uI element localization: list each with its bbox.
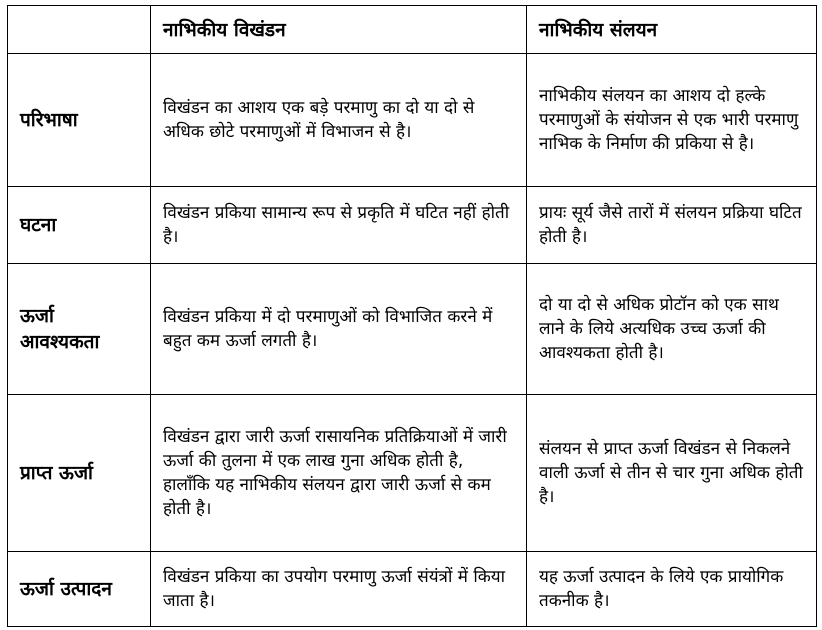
header-fusion: नाभिकीय संलयन [527, 6, 817, 54]
row-label-definition: परिभाषा [8, 54, 151, 187]
row-label-energy-requirement: ऊर्जा आवश्यकता [8, 264, 151, 395]
fission-energy-requirement: विखंडन प्रकिया में दो परमाणुओं को विभाजित करने में बहुत कम ऊर्जा लगती है। [151, 264, 527, 395]
row-label-energy-production: ऊर्जा उत्पादन [8, 552, 151, 627]
fission-definition: विखंडन का आशय एक बड़े परमाणु का दो या दो से अधिक छोटे परमाणुओं में विभाजन से है। [151, 54, 527, 187]
fusion-definition: नाभिकीय संलयन का आशय दो हल्के परमाणुओं के संयोजन से एक भारी परमाणु नाभिक के निर्माण की प्रकिया से है। [527, 54, 817, 187]
fission-energy-production: विखंडन प्रकिया का उपयोग परमाणु ऊर्जा संयंत्रों में किया जाता है। [151, 552, 527, 627]
table-row [8, 395, 817, 552]
table-row [8, 54, 817, 187]
fusion-energy-requirement: दो या दो से अधिक प्रोटॉन को एक साथ लाने के लिये अत्यधिक उच्च ऊर्जा की आवश्यकता होती है। [527, 264, 817, 395]
header-empty-cell [8, 6, 151, 54]
table-row [8, 552, 817, 627]
table-row [8, 187, 817, 264]
fusion-energy-production: यह ऊर्जा उत्पादन के लिये एक प्रायोगिक तकनीक है। [527, 552, 817, 627]
row-label-energy-obtained: प्राप्त ऊर्जा [8, 395, 151, 552]
fusion-energy-obtained: संलयन से प्राप्त ऊर्जा विखंडन से निकलने वाली ऊर्जा से तीन से चार गुना अधिक होती है। [527, 395, 817, 552]
header-fission: नाभिकीय विखंडन [151, 6, 527, 54]
fission-occurrence: विखंडन प्रकिया सामान्य रूप से प्रकृति में घटित नहीं होती है। [151, 187, 527, 264]
header-row [8, 6, 817, 54]
table-row [8, 264, 817, 395]
comparison-table [7, 5, 817, 627]
fusion-occurrence: प्रायः सूर्य जैसे तारों में संलयन प्रक्रिया घटित होती है। [527, 187, 817, 264]
fission-energy-obtained: विखंडन द्वारा जारी ऊर्जा रासायनिक प्रतिक्रियाओं में जारी ऊर्जा की तुलना में एक लाख गुना अधिक होती है, हालाँकि यह नाभिकीय संलयन द्वारा जारी ऊर्जा से कम होती है। [151, 395, 527, 552]
row-label-occurrence: घटना [8, 187, 151, 264]
